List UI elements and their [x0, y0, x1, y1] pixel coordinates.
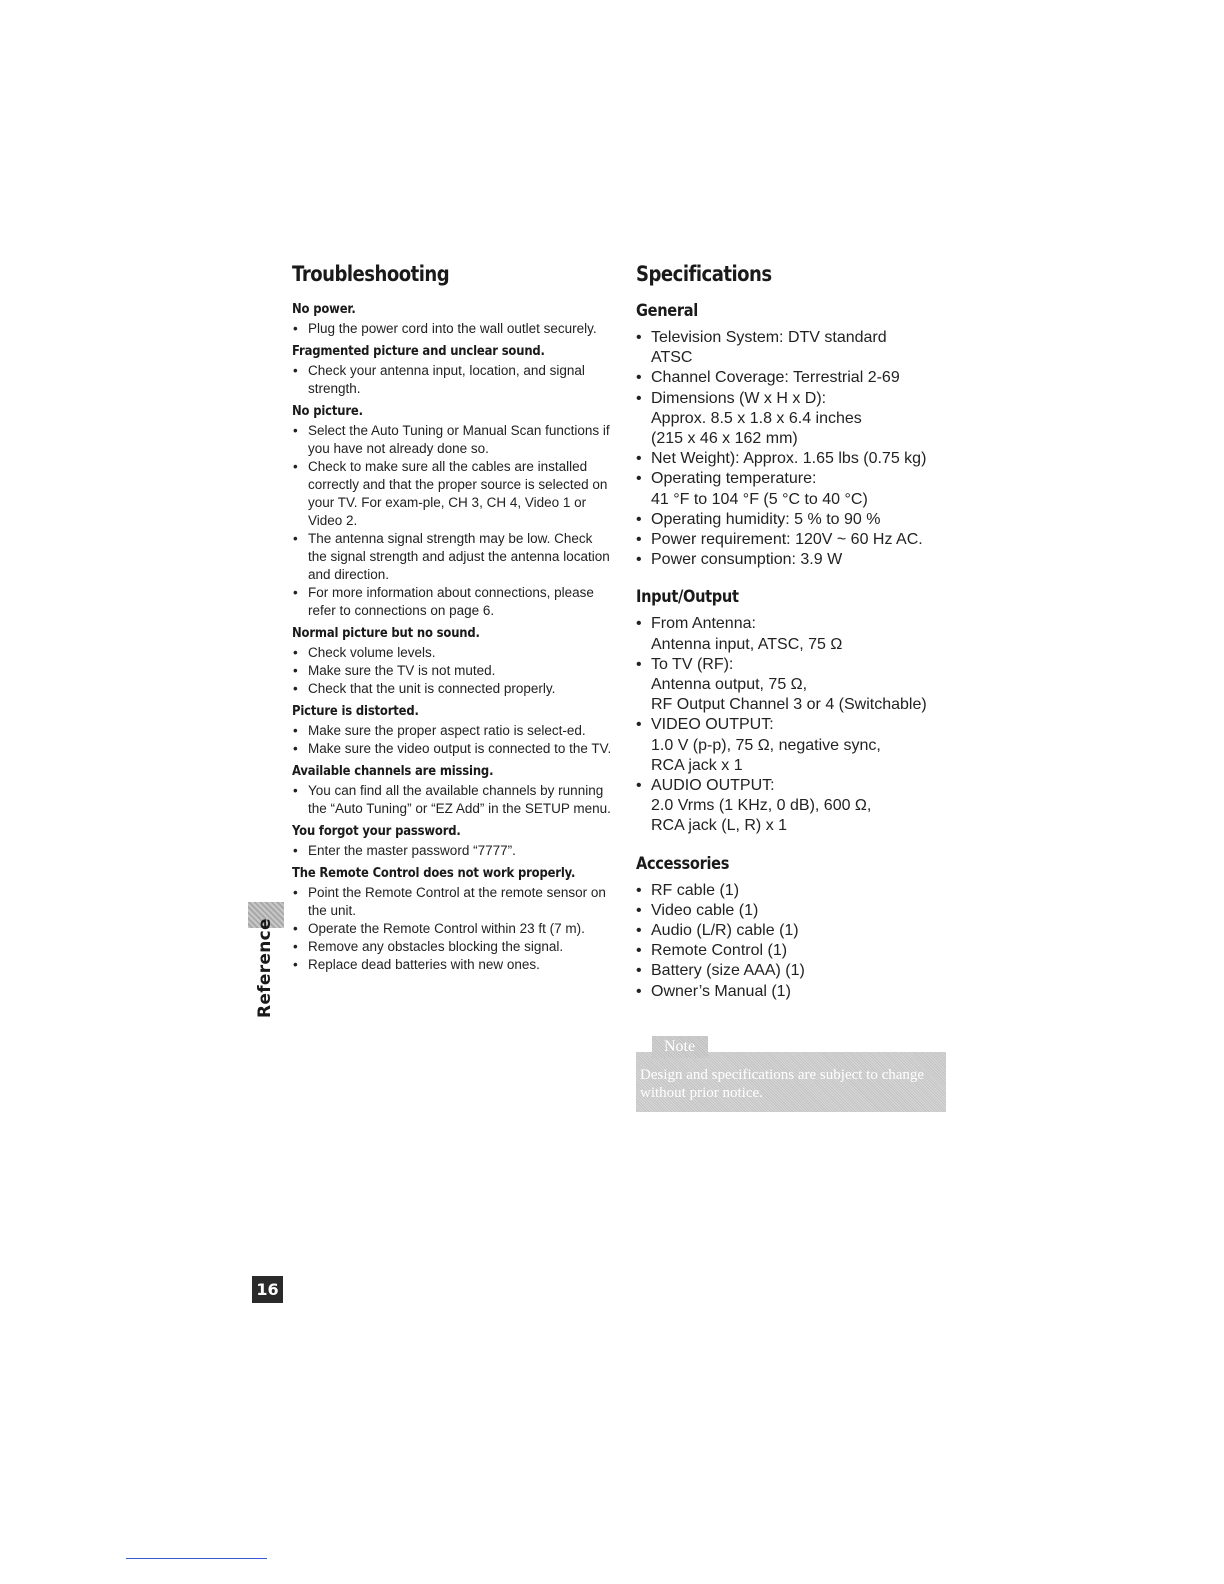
troubleshooting-heading: No picture.: [292, 403, 363, 419]
troubleshooting-item: • Check that the unit is connected properly.: [292, 680, 612, 698]
accessories-item-line: • Video cable (1): [651, 901, 759, 919]
troubleshooting-item: • Plug the power cord into the wall outlet securely.: [292, 320, 612, 338]
io-item-line: RCA jack (L, R) x 1: [651, 817, 788, 835]
general-item-line: • Power requirement: 120V ~ 60 Hz AC.: [651, 531, 923, 549]
io-item: [636, 715, 956, 776]
troubleshooting-item: • Select the Auto Tuning or Manual Scan functions if you have not already done so.: [292, 422, 612, 458]
accessories-item-line: • Remote Control (1): [651, 942, 788, 960]
accessories-item-line: • Audio (L/R) cable (1): [651, 922, 799, 940]
accessories-item-line: • Owner’s Manual (1): [651, 982, 791, 1000]
general-item-line: • Net Weight): Approx. 1.65 lbs (0.75 kg): [651, 450, 927, 468]
io-item: [636, 776, 956, 837]
general-list: [636, 328, 956, 570]
io-item: [636, 614, 956, 654]
io-item-line: • To TV (RF):: [651, 655, 734, 673]
input-output-list: [636, 614, 956, 836]
troubleshooting-heading: No power.: [292, 301, 356, 317]
general-item-line: • Power consumption: 3.9 W: [651, 551, 843, 569]
accessories-item-line: • RF cable (1): [651, 881, 740, 899]
troubleshooting-heading: You forgot your password.: [292, 823, 461, 839]
general-item-line: • Operating humidity: 5 % to 90 %: [651, 510, 881, 528]
general-item-line: • Television System: DTV standard: [651, 329, 887, 346]
troubleshooting-list: [292, 422, 612, 620]
troubleshooting-list: [292, 782, 612, 818]
general-item-line: 41 °F to 104 °F (5 °C to 40 °C): [651, 490, 868, 508]
troubleshooting-item: • You can find all the available channels by running the “Auto Tuning” or “EZ Add” in the SETUP menu.: [292, 782, 612, 818]
general-item: [636, 368, 956, 388]
general-item-line: (215 x 46 x 162 mm): [651, 430, 798, 448]
general-item: [636, 389, 956, 450]
troubleshooting-item: • Check your antenna input, location, and signal strength.: [292, 362, 612, 398]
io-item-line: RF Output Channel 3 or 4 (Switchable): [651, 696, 927, 714]
troubleshooting-item: • Make sure the proper aspect ratio is select-ed.: [292, 722, 612, 740]
troubleshooting-list: [292, 644, 612, 698]
troubleshooting-heading: Normal picture but no sound.: [292, 625, 480, 641]
specifications-column: [636, 262, 956, 1018]
accessories-item: [636, 901, 956, 921]
accessories-item: [636, 921, 956, 941]
troubleshooting-item: • Operate the Remote Control within 23 ft (7 m).: [292, 920, 612, 938]
general-item: [636, 328, 956, 368]
accessories-item-line: • Battery (size AAA) (1): [651, 962, 805, 980]
io-item-line: • VIDEO OUTPUT:: [651, 716, 774, 734]
page-number: 16: [252, 1276, 283, 1303]
io-item-line: Antenna output, 75 Ω,: [651, 676, 808, 694]
troubleshooting-item: • Check volume levels.: [292, 644, 612, 662]
general-item-line: • Channel Coverage: Terrestrial 2-69: [651, 369, 900, 387]
accessories-item: [636, 982, 956, 1002]
general-item: [636, 530, 956, 550]
troubleshooting-column: [292, 262, 612, 977]
accessories-item: [636, 961, 956, 981]
troubleshooting-item: • Enter the master password “7777”.: [292, 842, 612, 860]
troubleshooting-item: • The antenna signal strength may be low. Check the signal strength and adjust the antenna location and direction.: [292, 530, 612, 584]
troubleshooting-title: Troubleshooting: [292, 262, 450, 286]
troubleshooting-list: [292, 842, 612, 860]
general-item: [636, 550, 956, 570]
troubleshooting-item: • For more information about connections, please refer to connections on page 6.: [292, 584, 612, 620]
io-item-line: • From Antenna:: [651, 615, 756, 633]
io-item-line: 1.0 V (p-p), 75 Ω, negative sync,: [651, 736, 881, 754]
input-output-heading: Input/Output: [636, 587, 739, 608]
troubleshooting-heading: Available channels are missing.: [292, 763, 494, 779]
accessories-list: [636, 881, 956, 1002]
note-text: Design and specifications are subject to change without prior notice.: [640, 1067, 925, 1101]
general-item-line: Approx. 8.5 x 1.8 x 6.4 inches: [651, 409, 862, 427]
troubleshooting-item: • Replace dead batteries with new ones.: [292, 956, 612, 974]
general-item-line: ATSC: [651, 349, 693, 367]
accessories-item: [636, 941, 956, 961]
io-item-line: 2.0 Vrms (1 KHz, 0 dB), 600 Ω,: [651, 797, 872, 815]
general-item: [636, 510, 956, 530]
note-title: Note: [664, 1038, 696, 1055]
io-item: [636, 655, 956, 716]
bottom-rule: [126, 1558, 267, 1559]
side-label-reference: Reference: [255, 918, 275, 1018]
general-item: [636, 449, 956, 469]
specifications-title: Specifications: [636, 262, 772, 286]
troubleshooting-list: [292, 362, 612, 398]
general-item-line: • Operating temperature:: [651, 470, 817, 488]
general-heading: General: [636, 301, 698, 321]
troubleshooting-list: [292, 320, 612, 338]
troubleshooting-heading: Fragmented picture and unclear sound.: [292, 343, 545, 359]
troubleshooting-list: [292, 722, 612, 758]
troubleshooting-heading: The Remote Control does not work properly.: [292, 865, 576, 881]
troubleshooting-item: • Remove any obstacles blocking the signal.: [292, 938, 612, 956]
troubleshooting-item: • Make sure the TV is not muted.: [292, 662, 612, 680]
general-item: [636, 469, 956, 509]
troubleshooting-item: • Make sure the video output is connected to the TV.: [292, 740, 612, 758]
io-item-line: • AUDIO OUTPUT:: [651, 777, 775, 795]
troubleshooting-item: • Point the Remote Control at the remote sensor on the unit.: [292, 884, 612, 920]
troubleshooting-sections: [292, 300, 612, 974]
general-item-line: • Dimensions (W x H x D):: [651, 389, 827, 407]
troubleshooting-list: [292, 884, 612, 974]
troubleshooting-heading: Picture is distorted.: [292, 703, 419, 719]
io-item-line: Antenna input, ATSC, 75 Ω: [651, 635, 843, 653]
accessories-heading: Accessories: [636, 853, 730, 874]
io-item-line: RCA jack x 1: [651, 756, 743, 774]
troubleshooting-item: • Check to make sure all the cables are installed correctly and that the proper source is selected on your TV. For exam-ple, CH 3, CH 4, Video 1 or Video 2.: [292, 458, 612, 530]
accessories-item: [636, 881, 956, 901]
